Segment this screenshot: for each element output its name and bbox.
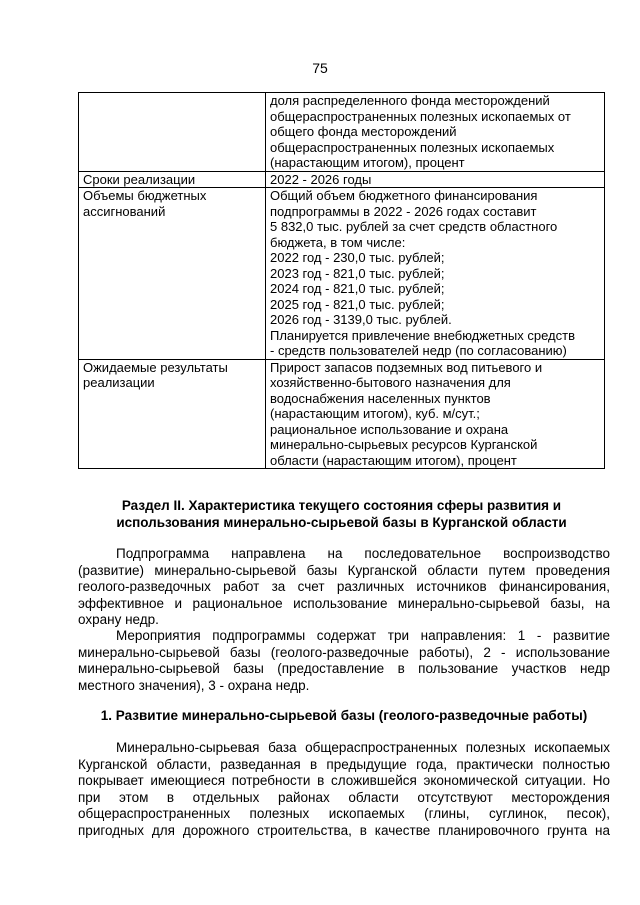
- paragraph-line: Мероприятия подпрограммы содержат три направления: 1 - развитие: [116, 628, 610, 643]
- paragraph-line: охрану недр.: [78, 612, 159, 627]
- cell-text-line: 5 832,0 тыс. рублей за счет средств областного: [270, 219, 558, 234]
- section-title: [78, 497, 605, 531]
- table-row: [79, 188, 605, 360]
- row-value-cell: [266, 188, 605, 360]
- cell-text-line: - средств пользователей недр (по согласованию): [270, 343, 567, 358]
- row-value-cell: [266, 359, 605, 469]
- paragraph-2: [78, 628, 610, 694]
- table-row: [79, 93, 605, 172]
- cell-text-line: 2024 год - 821,0 тыс. рублей;: [270, 281, 445, 296]
- row-label: Объемы бюджетных: [83, 188, 207, 203]
- cell-text-line: 2023 год - 821,0 тыс. рублей;: [270, 265, 445, 281]
- paragraph-line: общераспространенных полезных ископаемых (глины, суглинок, песок),: [78, 806, 610, 821]
- section-title-line: Раздел II. Характеристика текущего состояния сферы развития и: [121, 498, 562, 513]
- row-value-cell: [266, 171, 605, 188]
- cell-text-line: бюджета, в том числе:: [270, 234, 406, 250]
- cell-text-line: доля распределенного фонда месторождений: [270, 93, 550, 108]
- row-label: ассигнований: [83, 203, 166, 219]
- table-row: [79, 359, 605, 469]
- paragraph-1: [78, 546, 610, 629]
- cell-text-line: общего фонда месторождений: [270, 124, 457, 139]
- row-label-cell: [79, 93, 266, 172]
- row-label: Сроки реализации: [83, 171, 196, 187]
- cell-text-line: хозяйственно-бытового назначения для: [270, 375, 511, 390]
- cell-text-line: 2022 - 2026 годы: [270, 171, 372, 187]
- paragraph-3: [78, 740, 610, 839]
- cell-text-line: 2022 год - 230,0 тыс. рублей;: [270, 250, 445, 265]
- paragraph-line: Подпрограмма направлена на последовательное воспроизводство: [116, 546, 610, 561]
- paragraph-line: минерально-сырьевой базы (предоставление в пользование участков недр: [78, 661, 610, 676]
- paragraph-line: при этом в отдельных районах области отсутствуют месторождения: [78, 789, 610, 805]
- cell-text-line: области (нарастающим итогом), процент: [270, 452, 517, 468]
- cell-text-line: рациональное использование и охрана: [270, 421, 509, 437]
- row-label: реализации: [83, 375, 155, 390]
- cell-text-line: минерально-сырьевых ресурсов Курганской: [270, 437, 538, 452]
- cell-text-line: (нарастающим итогом), процент: [270, 155, 465, 170]
- cell-text-line: подпрограммы в 2022 - 2026 годах составит: [270, 203, 537, 219]
- section-title-line: использования минерально-сырьевой базы в Курганской области: [116, 515, 567, 530]
- row-label-cell: [79, 188, 266, 360]
- cell-text-line: Общий объем бюджетного финансирования: [270, 188, 538, 203]
- paragraph-line: покрывает имеющиеся потребности в сложившейся экономической ситуации. Но: [78, 773, 610, 788]
- paragraph-line: местного значения), 3 - охрана недр.: [78, 677, 310, 693]
- cell-text-line: общераспространенных полезных ископаемых: [270, 139, 555, 155]
- subsection-heading: 1. Развитие минерально-сырьевой базы (геолого-разведочные работы): [100, 708, 588, 723]
- row-value-cell: [266, 93, 605, 172]
- cell-text-line: Прирост запасов подземных вод питьевого и: [270, 359, 543, 375]
- paragraph-line: геолого-разведочных работ за счет различных источников финансирования,: [78, 579, 610, 594]
- cell-text-line: общераспространенных полезных ископаемых от: [270, 108, 571, 124]
- subprogram-passport-table: [78, 92, 605, 469]
- cell-text-line: 2025 год - 821,0 тыс. рублей;: [270, 296, 445, 312]
- paragraph-line: минерально-сырьевой базы (геолого-разведочные работы), 2 - использование: [78, 644, 610, 660]
- paragraph-line: Минерально-сырьевая база общераспространенных полезных ископаемых: [116, 740, 610, 755]
- row-label-cell: [79, 171, 266, 188]
- paragraph-line: Курганской области, разведанная в предыдущие года, практически полностью: [78, 756, 610, 772]
- cell-text-line: (нарастающим итогом), куб. м/сут.;: [270, 406, 480, 421]
- table-row: [79, 171, 605, 188]
- paragraph-line: пригодных для дорожного строительства, в качестве планировочного грунта на: [78, 822, 610, 838]
- cell-text-line: 2026 год - 3139,0 тыс. рублей.: [270, 312, 452, 327]
- paragraph-line: (развитие) минерально-сырьевой базы Курганской области путем проведения: [78, 562, 610, 578]
- row-label-cell: [79, 359, 266, 469]
- row-label: Ожидаемые результаты: [83, 359, 228, 375]
- paragraph-line: эффективное и рациональное использование минерально-сырьевой базы, на: [78, 595, 610, 611]
- cell-text-line: Планируется привлечение внебюджетных средств: [270, 327, 575, 343]
- page-number: 75: [312, 60, 328, 76]
- cell-text-line: водоснабжения населенных пунктов: [270, 390, 491, 406]
